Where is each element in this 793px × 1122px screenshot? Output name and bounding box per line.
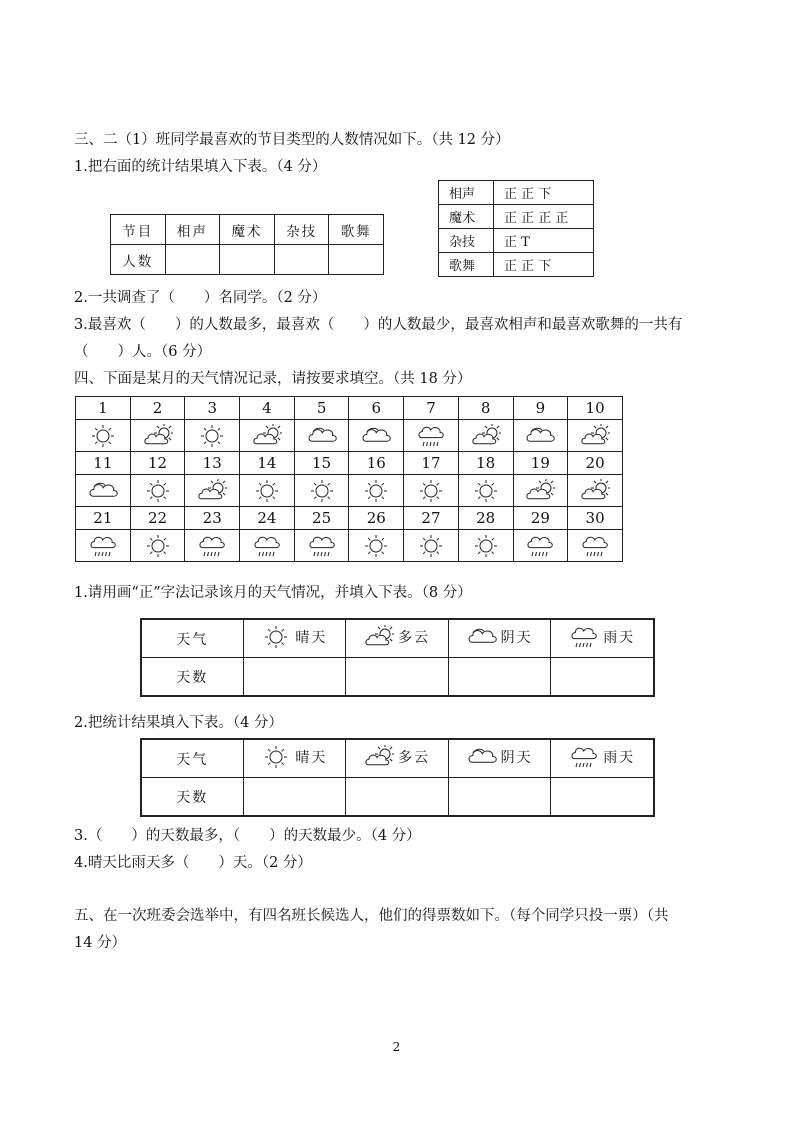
rainy-icon xyxy=(569,625,599,649)
sunny-icon xyxy=(471,534,501,558)
program-count-row xyxy=(111,245,384,275)
weather-tally-header-row xyxy=(141,619,654,658)
calendar-weather-cell xyxy=(130,420,185,452)
calendar-day-number: 17 xyxy=(404,452,459,475)
calendar-day-number: 29 xyxy=(513,507,568,530)
partly-cloudy-icon xyxy=(471,424,501,448)
calendar-weather-cell xyxy=(130,530,185,562)
calendar-weather-cell xyxy=(185,530,240,562)
count-input-cell[interactable] xyxy=(243,778,346,817)
calendar-weather-cell xyxy=(568,475,623,507)
program-header-cell: 杂技 xyxy=(274,215,329,245)
program-header-row xyxy=(111,215,384,245)
partly-cloudy-icon xyxy=(364,745,394,769)
weather-tally-days-row xyxy=(141,658,654,697)
partly-cloudy-icon xyxy=(364,625,394,649)
section3-q2: 2.一共调查了（ ）名同学。（2 分） xyxy=(74,290,327,306)
partly-cloudy-icon xyxy=(580,479,610,503)
calendar-day-number: 16 xyxy=(349,452,404,475)
tally-marks: 正 正 正 正 xyxy=(494,205,594,229)
weather-type-cell xyxy=(551,619,654,658)
calendar-weather-cell xyxy=(76,530,131,562)
weather-type-label: 多云 xyxy=(397,749,430,766)
program-count-input[interactable] xyxy=(220,245,275,275)
section4-q3: 3.（ ）的天数最多，（ ）的天数最少。（4 分） xyxy=(74,828,421,844)
section5-line1: 五、在一次班委会选举中，有四名班长候选人，他们的得票数如下。（每个同学只投一票）（共 xyxy=(74,908,669,924)
tally-input-cell[interactable] xyxy=(551,658,654,697)
tally-label: 魔术 xyxy=(439,205,494,229)
calendar-weather-cell xyxy=(185,475,240,507)
program-header-cell: 魔术 xyxy=(220,215,275,245)
calendar-weather-cell xyxy=(240,420,295,452)
cloudy-icon xyxy=(361,424,391,448)
rainy-icon xyxy=(197,534,227,558)
cloudy-icon xyxy=(467,625,497,649)
calendar-weather-cell xyxy=(240,475,295,507)
program-header-cell: 节目 xyxy=(111,215,166,245)
weather-tally-table xyxy=(140,618,655,697)
calendar-weather-cell xyxy=(130,475,185,507)
tally-label: 杂技 xyxy=(439,229,494,253)
weather-header-label: 天气 xyxy=(141,739,243,778)
calendar-weather-cell xyxy=(349,475,404,507)
tally-marks: 正 正 下 xyxy=(494,253,594,277)
calendar-weather-cell xyxy=(568,420,623,452)
calendar-weather-row xyxy=(76,530,623,562)
calendar-day-number: 25 xyxy=(294,507,349,530)
weather-header-label: 天气 xyxy=(141,619,243,658)
rainy-icon xyxy=(580,534,610,558)
weather-type-cell xyxy=(243,739,346,778)
sunny-icon xyxy=(261,625,291,649)
section4-q1: 1.请用画“正”字法记录该月的天气情况，并填入下表。（8 分） xyxy=(74,585,472,601)
section3-q3-line2: （ ）人。（6 分） xyxy=(74,344,212,360)
section5-line2: 14 分） xyxy=(74,935,127,951)
weather-row-label: 天数 xyxy=(141,658,243,697)
calendar-day-number: 1 xyxy=(76,397,131,420)
tally-input-cell[interactable] xyxy=(243,658,346,697)
rainy-icon xyxy=(88,534,118,558)
partly-cloudy-icon xyxy=(143,424,173,448)
calendar-day-number: 8 xyxy=(458,397,513,420)
calendar-weather-cell xyxy=(458,530,513,562)
partly-cloudy-icon xyxy=(580,424,610,448)
partly-cloudy-icon xyxy=(525,479,555,503)
program-count-input[interactable] xyxy=(329,245,384,275)
sunny-icon xyxy=(252,479,282,503)
sunny-icon xyxy=(307,479,337,503)
tally-row xyxy=(439,181,594,205)
calendar-day-number: 23 xyxy=(185,507,240,530)
calendar-day-row xyxy=(76,397,623,420)
calendar-weather-cell xyxy=(404,475,459,507)
cloudy-icon xyxy=(88,479,118,503)
rainy-icon xyxy=(569,745,599,769)
page-number: 2 xyxy=(392,1040,401,1054)
calendar-day-number: 11 xyxy=(76,452,131,475)
partly-cloudy-icon xyxy=(197,479,227,503)
calendar-day-number: 5 xyxy=(294,397,349,420)
calendar-day-number: 22 xyxy=(130,507,185,530)
program-table xyxy=(110,214,384,275)
sunny-icon xyxy=(471,479,501,503)
weather-count-header-row xyxy=(141,739,654,778)
calendar-day-number: 2 xyxy=(130,397,185,420)
weather-type-label: 阴天 xyxy=(500,749,533,766)
calendar-weather-cell xyxy=(513,530,568,562)
calendar-day-number: 20 xyxy=(568,452,623,475)
calendar-weather-cell xyxy=(513,475,568,507)
program-row-label: 人数 xyxy=(111,245,166,275)
calendar-weather-cell xyxy=(458,420,513,452)
calendar-day-number: 24 xyxy=(240,507,295,530)
calendar-day-number: 6 xyxy=(349,397,404,420)
calendar-day-number: 3 xyxy=(185,397,240,420)
calendar-weather-cell xyxy=(513,420,568,452)
calendar-weather-cell xyxy=(185,420,240,452)
calendar-day-number: 4 xyxy=(240,397,295,420)
calendar-weather-cell xyxy=(349,530,404,562)
partly-cloudy-icon xyxy=(252,424,282,448)
calendar-day-number: 30 xyxy=(568,507,623,530)
tally-input-cell[interactable] xyxy=(448,658,551,697)
sunny-icon xyxy=(416,479,446,503)
program-header-cell: 相声 xyxy=(165,215,220,245)
section4-q4: 4.晴天比雨天多（ ）天。（2 分） xyxy=(74,855,312,871)
count-input-cell[interactable] xyxy=(551,778,654,817)
weather-row-label: 天数 xyxy=(141,778,243,817)
sunny-icon xyxy=(416,534,446,558)
calendar-weather-row xyxy=(76,475,623,507)
calendar-day-row xyxy=(76,507,623,530)
tally-marks: 正 正 下 xyxy=(494,181,594,205)
calendar-weather-cell xyxy=(294,530,349,562)
sunny-icon xyxy=(361,534,391,558)
cloudy-icon xyxy=(525,424,555,448)
calendar-day-number: 26 xyxy=(349,507,404,530)
tally-marks: 正 T xyxy=(494,229,594,253)
calendar-weather-cell xyxy=(404,530,459,562)
tally-row xyxy=(439,205,594,229)
weather-count-table xyxy=(140,738,655,817)
rainy-icon xyxy=(307,534,337,558)
program-count-input[interactable] xyxy=(165,245,220,275)
calendar-day-row xyxy=(76,452,623,475)
calendar-day-number: 28 xyxy=(458,507,513,530)
calendar-day-number: 27 xyxy=(404,507,459,530)
section4-title: 四、下面是某月的天气情况记录，请按要求填空。（共 18 分） xyxy=(74,371,472,387)
section3-q3-line1: 3.最喜欢（ ）的人数最多，最喜欢（ ）的人数最少，最喜欢相声和最喜欢歌舞的一共有 xyxy=(74,317,683,333)
calendar-weather-row xyxy=(76,420,623,452)
calendar-weather-cell xyxy=(240,530,295,562)
sunny-icon xyxy=(197,424,227,448)
sunny-icon xyxy=(88,424,118,448)
calendar-day-number: 18 xyxy=(458,452,513,475)
calendar-weather-cell xyxy=(568,530,623,562)
calendar-weather-cell xyxy=(404,420,459,452)
weather-type-label: 雨天 xyxy=(603,629,636,646)
calendar-weather-cell xyxy=(458,475,513,507)
calendar-weather-cell xyxy=(76,475,131,507)
tally-row xyxy=(439,253,594,277)
calendar-day-number: 12 xyxy=(130,452,185,475)
tally-row xyxy=(439,229,594,253)
weather-type-label: 雨天 xyxy=(603,749,636,766)
section4-q2: 2.把统计结果填入下表。（4 分） xyxy=(74,715,283,731)
sunny-icon xyxy=(143,534,173,558)
sunny-icon xyxy=(261,745,291,769)
calendar-day-number: 15 xyxy=(294,452,349,475)
calendar-day-number: 10 xyxy=(568,397,623,420)
program-count-input[interactable] xyxy=(274,245,329,275)
weather-type-label: 阴天 xyxy=(500,629,533,646)
calendar-day-number: 14 xyxy=(240,452,295,475)
calendar-day-number: 21 xyxy=(76,507,131,530)
calendar-weather-cell xyxy=(294,420,349,452)
tally-table xyxy=(438,180,594,277)
cloudy-icon xyxy=(307,424,337,448)
weather-type-label: 晴天 xyxy=(295,749,328,766)
section3-title: 三、二（1）班同学最喜欢的节目类型的人数情况如下。（共 12 分） xyxy=(74,132,510,148)
rainy-icon xyxy=(416,424,446,448)
tally-label: 相声 xyxy=(439,181,494,205)
tally-label: 歌舞 xyxy=(439,253,494,277)
weather-type-cell xyxy=(551,739,654,778)
tally-input-cell[interactable] xyxy=(346,658,449,697)
weather-type-cell xyxy=(346,619,449,658)
section3-q1: 1.把右面的统计结果填入下表。（4 分） xyxy=(74,159,327,175)
sunny-icon xyxy=(143,479,173,503)
weather-calendar xyxy=(75,396,623,562)
weather-count-days-row xyxy=(141,778,654,817)
count-input-cell[interactable] xyxy=(448,778,551,817)
calendar-day-number: 7 xyxy=(404,397,459,420)
program-header-cell: 歌舞 xyxy=(329,215,384,245)
rainy-icon xyxy=(252,534,282,558)
calendar-weather-cell xyxy=(294,475,349,507)
cloudy-icon xyxy=(467,745,497,769)
calendar-weather-cell xyxy=(349,420,404,452)
weather-type-label: 多云 xyxy=(397,629,430,646)
weather-type-cell xyxy=(243,619,346,658)
weather-type-cell xyxy=(448,619,551,658)
sunny-icon xyxy=(361,479,391,503)
calendar-day-number: 13 xyxy=(185,452,240,475)
weather-type-cell xyxy=(448,739,551,778)
count-input-cell[interactable] xyxy=(346,778,449,817)
calendar-weather-cell xyxy=(76,420,131,452)
calendar-day-number: 19 xyxy=(513,452,568,475)
weather-type-label: 晴天 xyxy=(295,629,328,646)
weather-type-cell xyxy=(346,739,449,778)
calendar-day-number: 9 xyxy=(513,397,568,420)
rainy-icon xyxy=(525,534,555,558)
